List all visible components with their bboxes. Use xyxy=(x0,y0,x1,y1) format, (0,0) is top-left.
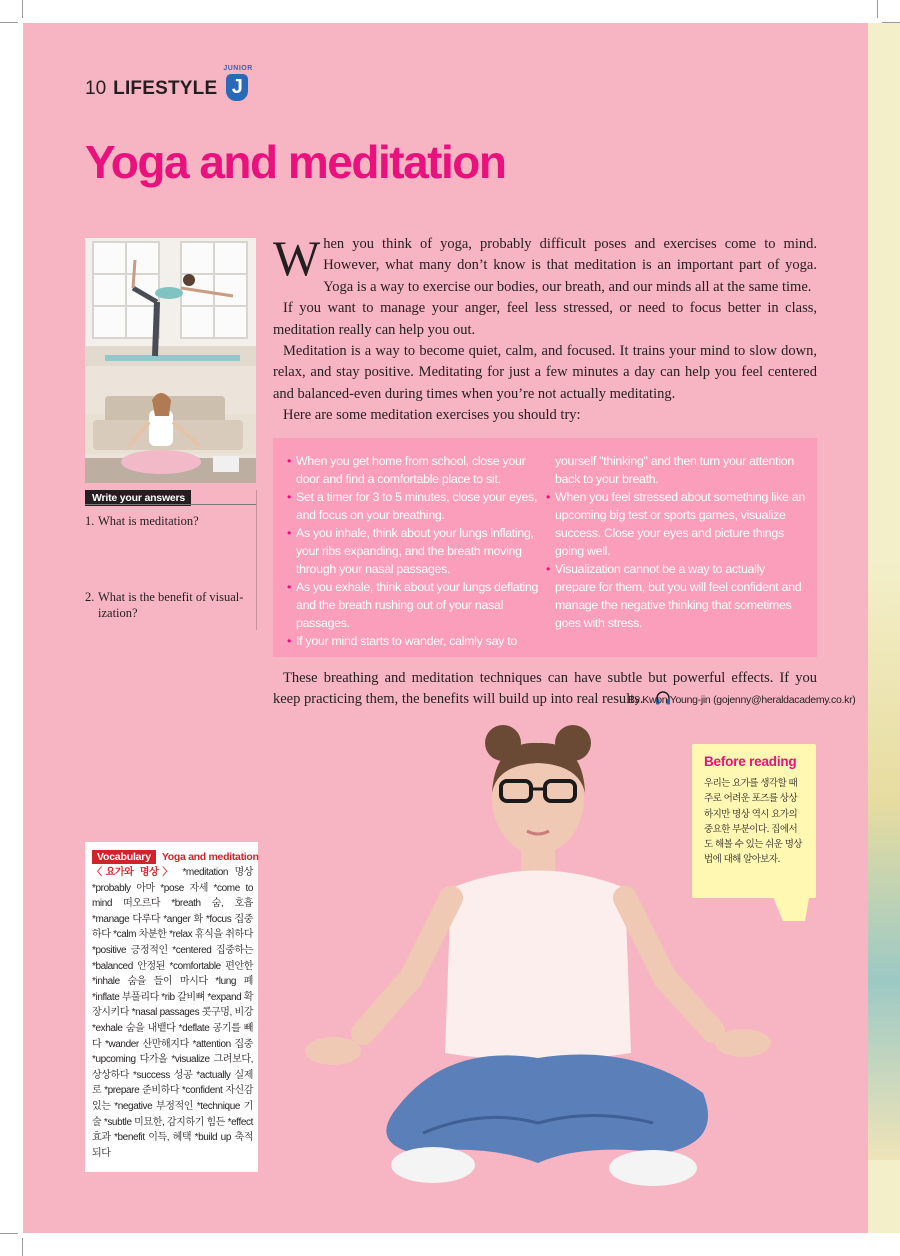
exercise-text: When you feel stressed about something like an upcoming big test or sports games, visualize success. Close your eyes and picture things going well. xyxy=(555,490,805,558)
vocabulary-title: Yoga and meditation xyxy=(161,851,259,863)
exercise-item xyxy=(287,452,546,488)
note-tail xyxy=(769,897,809,921)
logo-text: JUNIOR xyxy=(223,65,253,72)
before-reading-title: Before reading xyxy=(704,754,797,769)
crop-mark xyxy=(877,0,878,18)
exercise-item xyxy=(287,488,546,524)
exercise-item xyxy=(287,524,546,578)
exercise-text: Visualization cannot be a way to actually prepare for them, but you will feel confident and manage the negative thinking that sometimes goes with stress. xyxy=(555,562,802,630)
bullet-icon: • xyxy=(287,490,292,504)
paragraph-4: Here are some meditation exercises you should try: xyxy=(283,407,581,424)
vocabulary-korean-title: 〈요가와 명상〉 xyxy=(92,867,177,878)
crop-mark xyxy=(22,0,23,18)
question-1-text: What is meditation? xyxy=(98,514,199,528)
section-name: LIFESTYLE xyxy=(113,78,218,99)
page-number: 10 xyxy=(85,78,107,99)
paragraph-2: If you want to manage your anger, feel less stressed, or need to focus better in class, meditation really can help you out. xyxy=(273,300,817,338)
vocabulary-label: Vocabulary xyxy=(92,850,156,864)
drop-cap: W xyxy=(273,230,321,286)
exercise-item xyxy=(287,578,546,632)
question-2-text-line-1: What is the benefit of visual- xyxy=(98,590,244,604)
junior-logo xyxy=(223,65,251,103)
exercise-column-2 xyxy=(546,452,805,657)
paragraph-1-text: hen you think of yoga, probably difficult poses and exercises come to mind. However, what many don’t know is that meditation is an important part of yoga. Yoga is a way to exercise our bodies, our breath, and our minds all at the same time. xyxy=(323,236,817,295)
yoga-pose-photo xyxy=(85,238,256,366)
vocabulary-header xyxy=(92,850,259,864)
exercise-item-continued: yourself "thinking" and then turn your attention back to your breath. xyxy=(555,454,794,486)
article-body xyxy=(273,230,817,427)
exercise-text: When you get home from school, close your door and find a comfortable place to sit. xyxy=(296,454,526,486)
write-answers-label: Write your answers xyxy=(85,490,191,506)
page-header xyxy=(85,65,253,103)
yoga-pose-illustration xyxy=(85,238,256,366)
vocabulary-box xyxy=(85,842,258,1172)
paragraph-3: Meditation is a way to become quiet, calm, and focused. It trains your mind to slow down, relax, and stay positive. Meditating for just a few minutes a day can help you feel centered and balanced-even during times when you’re not actually meditating. xyxy=(273,343,817,402)
question-2-number: 2. xyxy=(85,590,95,604)
bullet-icon: • xyxy=(287,526,292,540)
bullet-icon: • xyxy=(287,580,292,594)
crop-mark xyxy=(22,1238,23,1256)
paragraph-1 xyxy=(273,230,817,298)
question-2-text-line-2: ization? xyxy=(98,606,138,620)
exercise-item xyxy=(546,560,805,632)
byline: By Kwon Young-jin (gojenny@heraldacademy.co.kr) xyxy=(628,694,856,706)
exercise-column-1 xyxy=(287,452,546,657)
vocabulary-list xyxy=(92,865,253,1161)
logo-letter: J xyxy=(226,74,248,101)
meditation-illustration xyxy=(85,366,256,483)
exercise-item xyxy=(546,488,805,560)
answers-side-rule xyxy=(256,490,257,630)
article-title: Yoga and meditation xyxy=(85,136,506,188)
exercise-text: As you inhale, think about your lungs inflating, your ribs expanding, and the breath moving through your nasal passages. xyxy=(296,526,534,576)
closing-text: These breathing and meditation techniques can have subtle but powerful effects. If you keep practicing them, the benefits will build up into real results. xyxy=(273,670,817,708)
bullet-icon: • xyxy=(546,490,551,504)
question-2 xyxy=(85,589,245,621)
answers-divider xyxy=(85,504,256,505)
crop-mark xyxy=(0,22,18,23)
exercise-text: If your mind starts to wander, calmly say to xyxy=(296,634,517,648)
exercise-box xyxy=(273,438,817,657)
question-1 xyxy=(85,513,245,529)
bullet-icon: • xyxy=(287,454,292,468)
question-1-number: 1. xyxy=(85,514,95,528)
bullet-icon: • xyxy=(287,634,292,648)
crop-mark xyxy=(0,1233,18,1234)
exercise-text: As you exhale, think about your lungs deflating and the breath rushing out of your nasal passages. xyxy=(296,580,539,630)
vocabulary-terms: *meditation 명상 *probably 아마 *pose 자세 *come to mind 떠오르다 *breath 숨, 호흡 *manage 다루다 *anger 화 *focus 집중하다 *calm 차분한 *relax 휴식을 취하다 *positive 긍정적인 *centered 집중하는 *balanced 안정된 *comfortable 편안한 *inhale 숨을 들이 마시다 *lung 폐 *inflate 부풀리다 *rib 갈비뼈 *expand 확장시키다 *nasal passages 콧구멍, 비강 *exhale 숨을 내뱉다 *deflate 공기를 빼다 *wander 산만해지다 *attention 집중 *upcoming 다가올 *visualize 그려보다, 상상하다 *success 성공 *actually 실제로 *prepare 준비하다 *confident 자신감 있는 *negative 부정적인 *technique 기술 *subtle 미묘한, 감지하기 힘든 *effect 효과 *benefit 이득, 혜택 *build up 축적되다 xyxy=(92,867,253,1159)
exercise-item xyxy=(287,632,546,650)
bullet-icon: • xyxy=(546,562,551,576)
exercise-text: Set a timer for 3 to 5 minutes, close your eyes, and focus on your breathing. xyxy=(296,490,538,522)
facing-page-image-edge xyxy=(868,560,900,1160)
meditation-photo xyxy=(85,366,256,483)
before-reading-text: 우리는 요가를 생각할 때 주로 어려운 포즈를 상상하지만 명상 역시 요가의 중요한 부분이다. 집에서도 해볼 수 있는 쉬운 명상법에 대해 알아보자. xyxy=(704,778,802,866)
